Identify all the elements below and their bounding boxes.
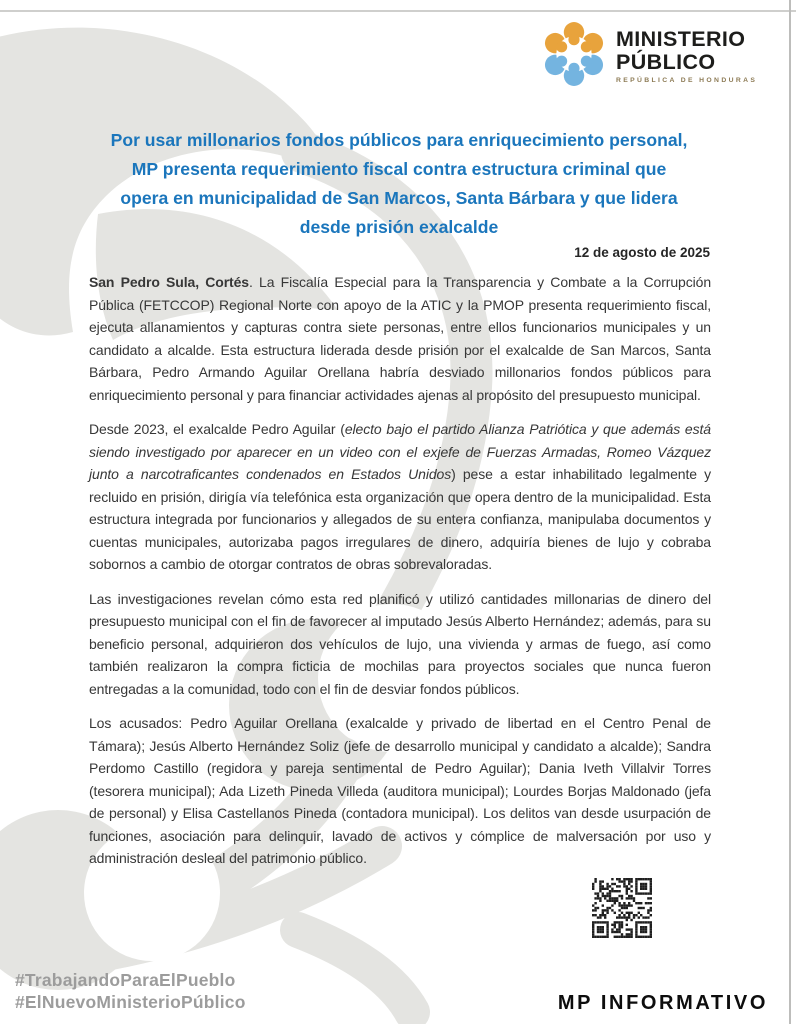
paragraph-4: Los acusados: Pedro Aguilar Orellana (exalcalde y privado de libertad en el Centro Penal de Támara); Jesús Alberto Hernández Soliz (jefe de desarrollo municipal y candidato a alcalde); Sandra Perdomo Castillo (regidora y pareja sentimental de Pedro Aguilar); Dania Iveth Villalvir Torres (tesorera municipal); Ada Lizeth Pineda Villeda (auditora municipal); Lourdes Borjas Maldonado (jefa de personal) y Elisa Castellanos Pineda (contadora municipal). Los delitos van desde usurpación de funciones, asociación para delinquir, lavado de activos y cómplice de malversación por uso y administración desleal del patrimonio público.: [89, 715, 711, 866]
qr-code: [592, 878, 652, 938]
press-release-body: [89, 271, 711, 882]
paragraph-3: Las investigaciones revelan cómo esta red planificó y utilizó cantidades millonarias de dinero del presupuesto municipal con el fin de favorecer al imputado Jesús Alberto Hernández; además, para su beneficio personal, adquirieron dos vehículos de lujo, una vivienda y armas de fuego, así como también realizaron la compra ficticia de mochilas para proyectos sociales que nunca fueron entregadas a la comunidad, todo con el fin de desviar fondos públicos.: [89, 590, 711, 697]
top-border-line: [0, 10, 796, 12]
logo-title-line2: PÚBLICO: [616, 50, 716, 74]
paragraph-1: San Pedro Sula, Cortés. La Fiscalía Especial para la Transparencia y Combate a la Corrupción Pública (FETCCOP) Regional Norte con apoyo de la ATIC y la PMOP presenta requerimiento fiscal, ejecuta allanamientos y capturas contra siete personas, entre ellos funcionarios municipales y un candidato a alcalde. Esta estructura liderada desde prisión por el exalcalde de San Marcos, Santa Bárbara, Pedro Armando Aguilar Orellana habría desviado millonarios fondos públicos para enriquecimiento personal y para financiar actividades ajenas al propósito del presupuesto municipal.: [89, 274, 712, 403]
logo-title-line1: MINISTERIO: [616, 27, 746, 51]
press-release-headline: [88, 126, 710, 242]
logo-subtitle: REPÚBLICA DE HONDURAS: [616, 77, 758, 84]
hashtag-trabajando-para-el-pueblo: #TrabajandoParaElPueblo: [15, 970, 236, 990]
headline-line-3: opera en municipalidad de San Marcos, Santa Bárbara y que lidera: [120, 188, 678, 208]
ministerio-publico-logo: [540, 20, 757, 88]
mp-informativo-brand: MP INFORMATIVO: [557, 992, 768, 1014]
right-border-line: [789, 0, 791, 1024]
paragraph-2: Desde 2023, el exalcalde Pedro Aguilar (electo bajo el partido Alianza Patriótica y que además está siendo investigado por aparecer en un video con el exjefe de Fuerzas Armadas, Romeo Vázquez junto a narcotraficantes condenados en Estados Unidos) pese a estar inhabilitado legalmente y recluido en prisión, dirigía vía telefónica esta organización que opera dentro de la municipalidad. Esta estructura integrada por funcionarios y allegados de su entera confianza, manipulaba documentos y cuentas municipales, autorizaba pagos irregulares de dinero, adquiría bienes de lujo y cobraba sobornos a cambio de otorgar contratos de obras sobrevaloradas.: [89, 421, 711, 572]
headline-line-1: Por usar millonarios fondos públicos para enriquecimiento personal,: [110, 130, 688, 150]
logo-wordmark: [616, 20, 757, 84]
hashtag-el-nuevo-ministerio-publico: #ElNuevoMinisterioPúblico: [15, 992, 246, 1012]
headline-line-4: desde prisión exalcalde: [299, 217, 499, 237]
footer-hashtags: [15, 969, 246, 1013]
headline-line-2: MP presenta requerimiento fiscal contra estructura criminal que: [131, 159, 667, 179]
mp-emblem-icon: [540, 20, 608, 88]
dateline: 12 de agosto de 2025: [574, 245, 710, 260]
